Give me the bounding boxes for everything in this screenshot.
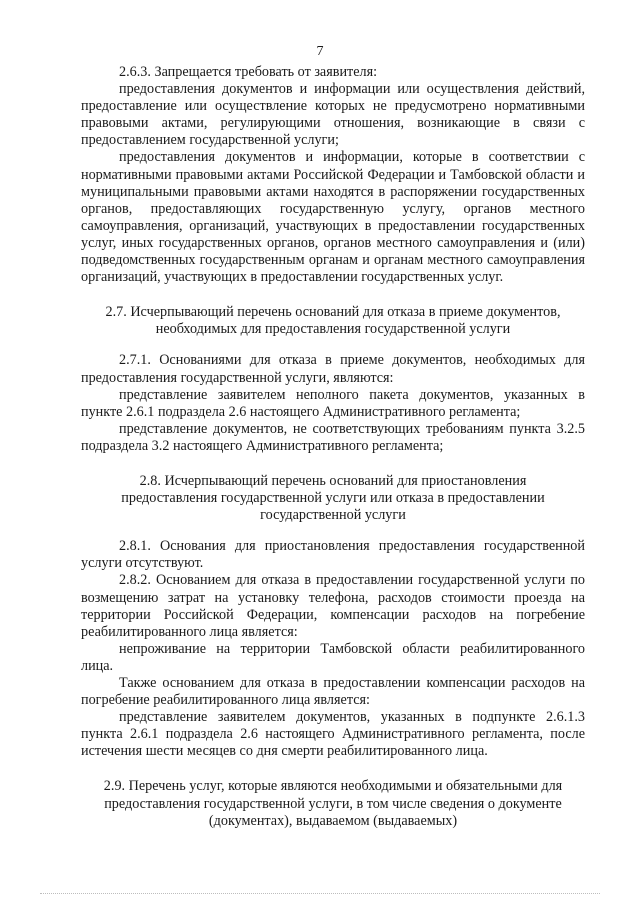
section-2-7-1-item-2: представление документов, не соответствующих требованиям пункта 3.2.5 подраздела 3.2 настоящего Административного регламента; <box>81 420 585 454</box>
section-2-8-1-paragraph: 2.8.1. Основания для приостановления предоставления государственной услуги отсутствуют. <box>81 538 585 572</box>
document-body <box>81 64 585 830</box>
section-2-8-2-item-1: непроживание на территории Тамбовской области реабилитированного лица. <box>81 640 585 674</box>
section-2-8-2-paragraph: 2.8.2. Основанием для отказа в предоставлении государственной услуги по возмещению затрат на установку телефона, расходов стоимости проезда на территории Российской Федерации, компенсации расходов на погребение реабилитированного лица является: <box>81 572 585 640</box>
section-2-6-3-title: 2.6.3. Запрещается требовать от заявителя: <box>119 64 378 80</box>
section-2-7-1-paragraph: 2.7.1. Основаниями для отказа в приеме документов, необходимых для предоставления государственной услуги, являются: <box>81 352 585 386</box>
section-2-8-heading: 2.8. Исчерпывающий перечень оснований для приостановления предоставления государственной услуги или отказа в предоставлении государственной услуги <box>121 472 545 524</box>
section-2-7-1-item-1: представление заявителем неполного пакета документов, указанных в пункте 2.6.1 подраздела 2.6 настоящего Административного регламента; <box>81 386 585 420</box>
section-2-6-3-paragraph-1: предоставления документов и информации или осуществления действий, предоставление или осуществление которых не предусмотрено нормативными правовыми актами, регулирующими отношения, возникающие в связи с предоставлением государственной услуги; <box>81 81 585 149</box>
section-2-8-2-additional: Также основанием для отказа в предоставлении компенсации расходов на погребение реабилитированного лица является: <box>81 675 585 709</box>
section-2-8-2-item-2: представление заявителем документов, указанных в подпункте 2.6.1.3 пункта 2.6.1 подраздела 2.6 настоящего Административного регламента, после истечения шести месяцев со дня смерти реабилитированного лица. <box>81 709 585 760</box>
footer-divider <box>40 893 600 896</box>
section-2-9-heading: 2.9. Перечень услуг, которые являются необходимыми и обязательными для предоставления государственной услуги, в том числе сведения о документе (документах), выдаваемом (выдаваемых) <box>103 778 563 829</box>
page-number: 7 <box>316 44 324 59</box>
section-2-7-heading: 2.7. Исчерпывающий перечень оснований для отказа в приеме документов, необходимых для предоставления государственной услуги <box>105 304 561 338</box>
section-2-6-3-paragraph-2: предоставления документов и информации, которые в соответствии с нормативными правовыми актами Российской Федерации и Тамбовской области и муниципальными правовыми актами находятся в распоряжении государственных органов, предоставляющих государственную услугу, органов местного самоуправления, организаций, участвующих в предоставлении государственных услуг, иных государственных органов, органов местного самоуправления и (или) подведомственных государственным органам и органам местного самоуправления организаций, участвующих в предоставлении государственных услуг. <box>81 149 585 286</box>
